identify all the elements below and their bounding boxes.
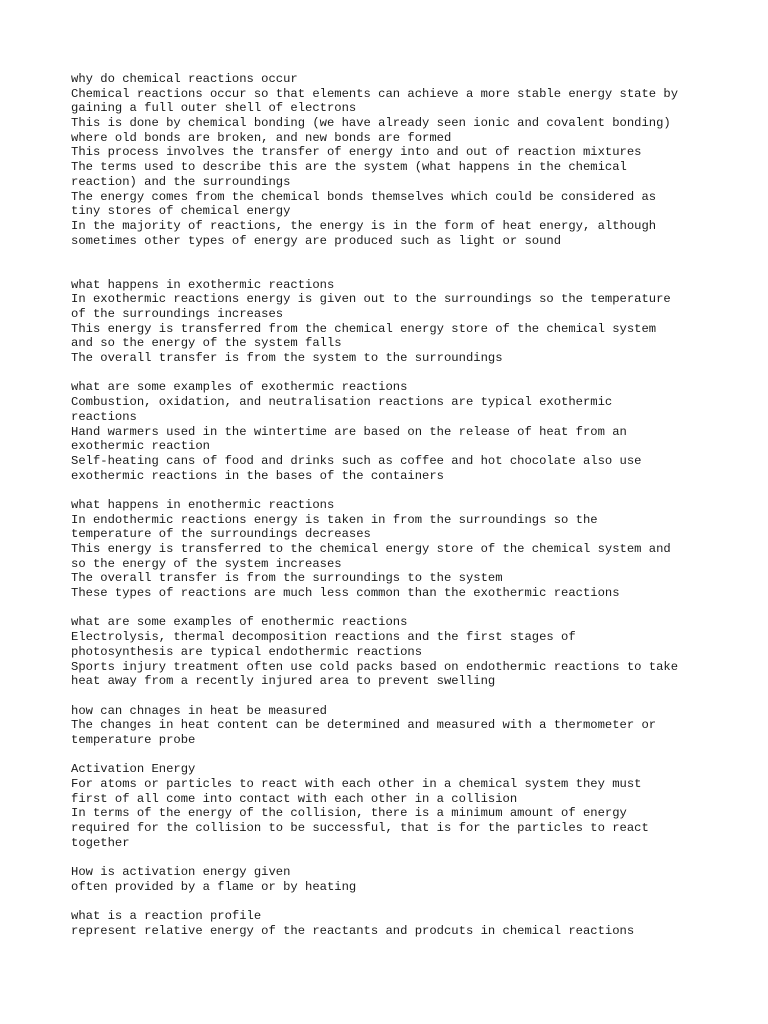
text-line: For atoms or particles to react with each other in a chemical system they must	[71, 777, 642, 792]
text-line: reaction) and the surroundings	[71, 174, 291, 189]
text-line: reactions	[71, 409, 137, 424]
section-reaction-profile	[71, 909, 751, 938]
section-heading: Activation Energy	[71, 762, 196, 777]
text-line: heat away from a recently injured area to prevent swelling	[71, 674, 496, 689]
spacer	[71, 601, 751, 616]
text-line: required for the collision to be successful, that is for the particles to react	[71, 821, 649, 836]
text-line: sometimes other types of energy are produced such as light or sound	[71, 233, 562, 248]
text-line: The terms used to describe this are the system (what happens in the chemical	[71, 160, 627, 175]
text-line: represent relative energy of the reactants and prodcuts in chemical reactions	[71, 923, 635, 938]
section-endothermic	[71, 498, 751, 601]
text-line: The changes in heat content can be determined and measured with a thermometer or	[71, 718, 657, 733]
text-line: tiny stores of chemical energy	[71, 204, 291, 219]
document-page	[71, 72, 751, 939]
section-heading: what are some examples of enothermic reactions	[71, 615, 408, 630]
text-line: Self-heating cans of food and drinks such as coffee and hot chocolate also use	[71, 453, 642, 468]
text-line: The overall transfer is from the surroundings to the system	[71, 571, 503, 586]
text-line: exothermic reaction	[71, 439, 210, 454]
text-line: This process involves the transfer of energy into and out of reaction mixtures	[71, 145, 642, 160]
text-line: Sports injury treatment often use cold packs based on endothermic reactions to take	[71, 659, 679, 674]
section-exothermic	[71, 278, 751, 366]
spacer	[71, 850, 751, 865]
text-line: first of all come into contact with each other in a collision	[71, 791, 518, 806]
spacer	[71, 366, 751, 381]
section-heading: what are some examples of exothermic reactions	[71, 380, 408, 395]
section-why-reactions-occur	[71, 72, 751, 248]
text-line: Chemical reactions occur so that elements can achieve a more stable energy state by	[71, 86, 679, 101]
text-line: In the majority of reactions, the energy is in the form of heat energy, although	[71, 218, 657, 233]
section-endothermic-examples	[71, 615, 751, 688]
text-line: of the surroundings increases	[71, 307, 284, 322]
text-line: In terms of the energy of the collision, there is a minimum amount of energy	[71, 806, 627, 821]
text-line: This energy is transferred to the chemical energy store of the chemical system and	[71, 542, 671, 557]
text-line: often provided by a flame or by heating	[71, 879, 357, 894]
spacer	[71, 748, 751, 763]
section-heading: why do chemical reactions occur	[71, 72, 298, 86]
text-line: gaining a full outer shell of electrons	[71, 101, 357, 116]
text-line: These types of reactions are much less common than the exothermic reactions	[71, 586, 620, 601]
section-heading: how can chnages in heat be measured	[71, 703, 327, 718]
text-line: and so the energy of the system falls	[71, 336, 342, 351]
text-line: Hand warmers used in the wintertime are based on the release of heat from an	[71, 424, 627, 439]
text-line: In exothermic reactions energy is given out to the surroundings so the temperature	[71, 292, 671, 307]
text-line: This is done by chemical bonding (we have already seen ionic and covalent bonding)	[71, 116, 671, 131]
section-activation-energy	[71, 762, 751, 850]
text-line: The energy comes from the chemical bonds themselves which could be considered as	[71, 189, 657, 204]
spacer	[71, 689, 751, 704]
section-heading: what happens in exothermic reactions	[71, 277, 335, 292]
text-line: Combustion, oxidation, and neutralisation reactions are typical exothermic	[71, 395, 613, 410]
section-exothermic-examples	[71, 380, 751, 483]
text-line: photosynthesis are typical endothermic reactions	[71, 644, 423, 659]
section-heading: How is activation energy given	[71, 865, 291, 880]
text-line: In endothermic reactions energy is taken in from the surroundings so the	[71, 512, 598, 527]
section-heading: what happens in enothermic reactions	[71, 497, 335, 512]
text-line: This energy is transferred from the chemical energy store of the chemical system	[71, 321, 657, 336]
text-line: The overall transfer is from the system to the surroundings	[71, 351, 503, 366]
spacer	[71, 483, 751, 498]
text-line: temperature probe	[71, 732, 196, 747]
text-line: so the energy of the system increases	[71, 556, 342, 571]
text-line: temperature of the surroundings decreases	[71, 527, 371, 542]
text-line: where old bonds are broken, and new bonds are formed	[71, 130, 452, 145]
text-line: Electrolysis, thermal decomposition reactions and the first stages of	[71, 630, 576, 645]
section-heading: what is a reaction profile	[71, 909, 262, 924]
text-line: exothermic reactions in the bases of the containers	[71, 468, 444, 483]
section-activation-energy-source	[71, 865, 751, 894]
section-heat-measurement	[71, 704, 751, 748]
text-line: together	[71, 835, 130, 850]
spacer	[71, 895, 751, 910]
spacer	[71, 248, 751, 277]
